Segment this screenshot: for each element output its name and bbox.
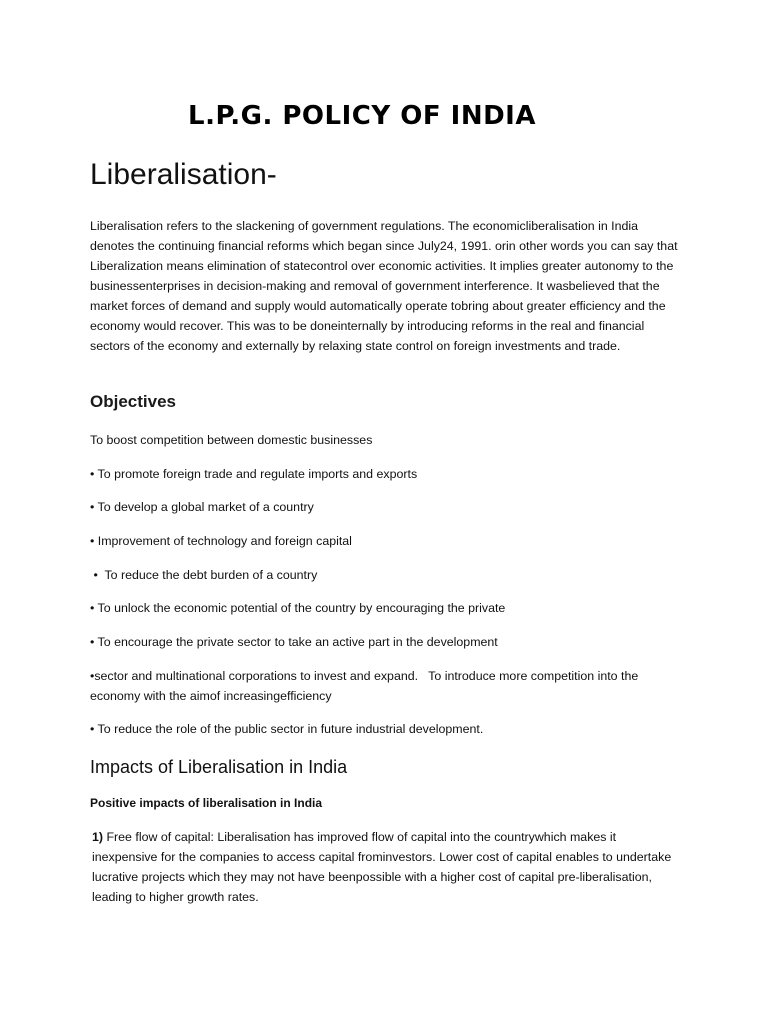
objective-item: • To reduce the debt burden of a country bbox=[90, 568, 318, 582]
impact-point-1 bbox=[92, 827, 682, 907]
section-heading-liberalisation: Liberalisation- bbox=[90, 158, 277, 191]
objective-item: • To promote foreign trade and regulate imports and exports bbox=[90, 467, 418, 481]
impact-point-text: Free flow of capital: Liberalisation has improved flow of capital into the countrywhich makes it inexpensive for the companies to access capital frominvestors. Lower cost of capital enables to undertake lucrative projects which they may not have beenpossible with a higher cost of capital pre-liberalisation, leading to higher growth rates. bbox=[92, 830, 672, 904]
objective-item: • To encourage the private sector to take an active part in the development bbox=[90, 635, 498, 649]
impact-point-number: 1) bbox=[92, 830, 104, 844]
objective-item: • To reduce the role of the public sector in future industrial development. bbox=[90, 722, 484, 736]
objective-item: To boost competition between domestic businesses bbox=[90, 433, 373, 447]
impacts-heading: Impacts of Liberalisation in India bbox=[90, 757, 348, 777]
positive-impacts-heading: Positive impacts of liberalisation in India bbox=[90, 796, 323, 810]
objective-item: • Improvement of technology and foreign capital bbox=[90, 534, 352, 548]
objectives-heading: Objectives bbox=[90, 392, 176, 411]
document-title: L.P.G. POLICY OF INDIA bbox=[188, 101, 536, 131]
objective-item: • To unlock the economic potential of the country by encouraging the private bbox=[90, 601, 506, 615]
intro-paragraph: Liberalisation refers to the slackening of government regulations. The economicliberalisation in India denotes the continuing financial reforms which began since July24, 1991. orin other words you can say that Liberalization means elimination of statecontrol over economic activities. It implies greater autonomy to the businessenterprises in decision-making and removal of government interference. It wasbelieved that the market forces of demand and supply would automatically operate tobring about greater efficiency and the economy would recover. This was to be doneinternally by introducing reforms in the real and financial sectors of the economy and externally by relaxing state control on foreign investments and trade. bbox=[90, 219, 678, 353]
objective-item: • To develop a global market of a country bbox=[90, 500, 314, 514]
objective-item: •sector and multinational corporations to invest and expand. To introduce more competition into the economy with the aimof increasingefficiency bbox=[90, 669, 642, 703]
